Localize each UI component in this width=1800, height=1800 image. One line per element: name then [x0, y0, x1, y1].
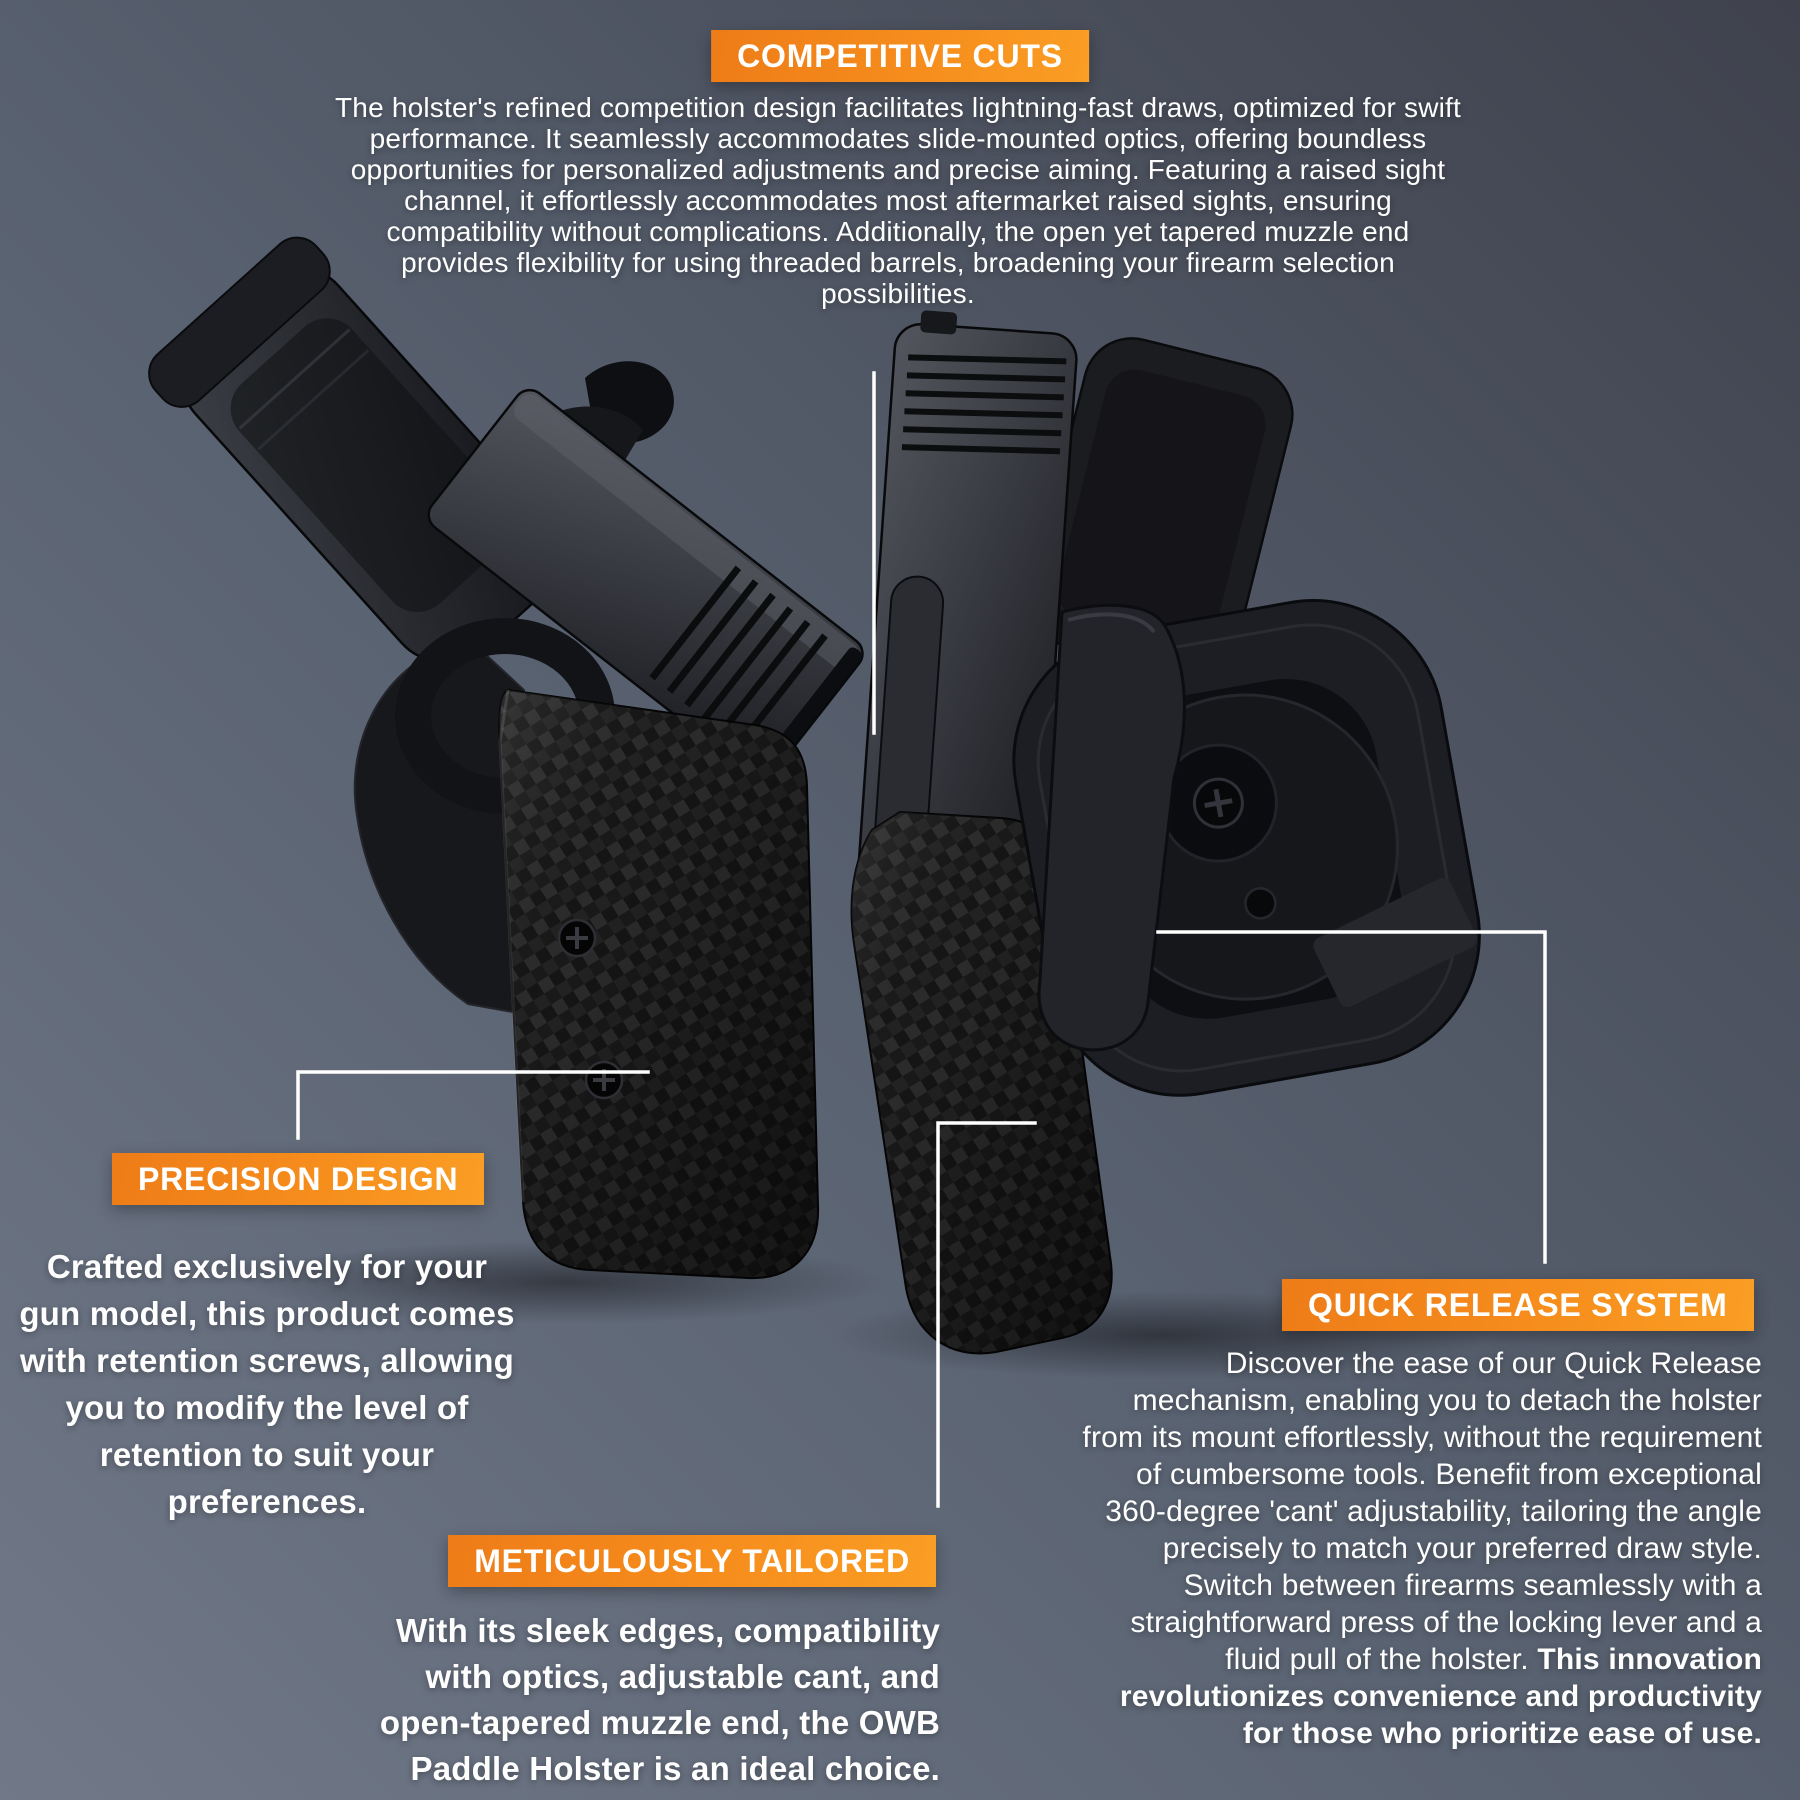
precision-design-title: PRECISION DESIGN: [138, 1161, 459, 1197]
quick-release-body-regular: Discover the ease of our Quick Release mechanism, enabling you to detach the holster from its mount effortlessly, without the requirement of cumbersome tools. Benefit from exceptional 360-degree 'cant' adjustability, tailoring the angle precisely to match your preferred draw style. Switch between firearms seamlessly with a straightforward press of the locking lever and a fluid pull of the holster.: [1082, 1347, 1762, 1676]
precision-design-paragraph: Crafted exclusively for your gun model, this product comes with retention screws, allowing you to modify the level of retention to suit your preferences.: [19, 1248, 515, 1520]
competitive-cuts-title: COMPETITIVE CUTS: [737, 38, 1063, 74]
quick-release-title: QUICK RELEASE SYSTEM: [1308, 1287, 1728, 1323]
quick-release-paragraph: [1080, 1345, 1762, 1752]
competitive-cuts-badge: [711, 30, 1089, 82]
front-holster-shading: [499, 690, 818, 1278]
retention-screw-upper: [559, 920, 595, 956]
meticulously-tailored-title: METICULOUSLY TAILORED: [474, 1543, 910, 1579]
competitive-cuts-paragraph: The holster's refined competition design facilitates lightning-fast draws, optimized for swift performance. It seamlessly accommodates slide-mounted optics, offering boundless opportunities for personalized adjustments and precise aiming. Featuring a raised sight channel, it effortlessly accommodates most aftermarket raised sights, ensuring compatibility without complications. Additionally, the open yet tapered muzzle end provides flexibility for using threaded barrels, broadening your firearm selection possibilities.: [335, 92, 1461, 309]
retention-screw-lower: [586, 1062, 622, 1098]
front-paddle-wing: [355, 640, 524, 1014]
back-view-photo: [830, 309, 1500, 1379]
meticulously-tailored-paragraph: With its sleek edges, compatibility with optics, adjustable cant, and open-tapered muzzle end, the OWB Paddle Holster is an ideal choice.: [379, 1612, 940, 1787]
meticulously-tailored-badge: [448, 1535, 936, 1587]
precision-design-badge: [112, 1153, 484, 1205]
quick-release-badge: [1282, 1279, 1754, 1331]
quick-release-body-bold: This innovation revolutionizes convenience and productivity for those who prioritize ease of use.: [1119, 1643, 1762, 1750]
